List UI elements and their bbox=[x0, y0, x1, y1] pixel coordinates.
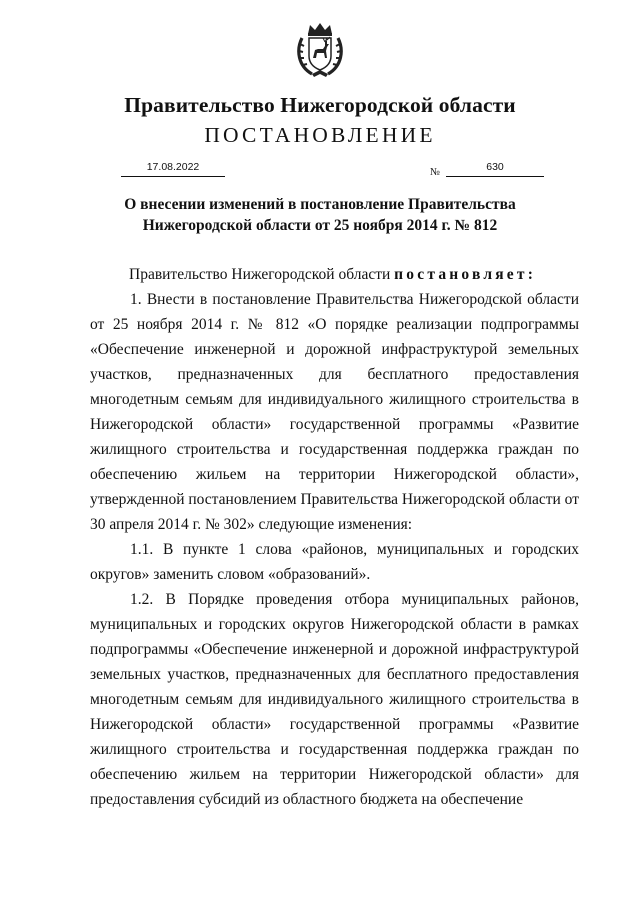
subject-line: О внесении изменений в постановление Правительства bbox=[124, 196, 516, 213]
number-sign: № bbox=[430, 167, 441, 178]
organization-title: Правительство Нижегородской области bbox=[124, 93, 516, 117]
preamble-paragraph bbox=[90, 262, 579, 287]
document-subject bbox=[0, 194, 640, 236]
coat-of-arms-emblem bbox=[296, 20, 344, 78]
document-type: ПОСТАНОВЛЕНИЕ bbox=[204, 123, 436, 147]
preamble-verb: постановляет: bbox=[394, 266, 537, 283]
document-body bbox=[90, 262, 579, 812]
document-date: 17.08.2022 bbox=[146, 161, 200, 173]
paragraph-item-1-2: 1.2. В Порядке проведения отбора муниципальных районов, муниципальных и городских округов Нижегородской области в рамках подпрограммы «Обеспечение инженерной и дорожной инфраструктурой земельных участков, предназначенных для бесплатного предоставления многодетным семьям для индивидуального жилищного строительства в Нижегородской области» государственной программы «Развитие жилищного строительства и государственная поддержка граждан по обеспечению жильем на территории Нижегородской области» для предоставления субсидий из областного бюджета на обеспечение bbox=[90, 591, 579, 808]
paragraph-item-1: 1. Внести в постановление Правительства Нижегородской области от 25 ноября 2014 г. № 812 «О порядке реализации подпрограммы «Обеспечение инженерной и дорожной инфраструктурой земельных участков, предназначенных для бесплатного предоставления многодетным семьям для индивидуального жилищного строительства в Нижегородской области» государственной программы «Развитие жилищного строительства и государственная поддержка граждан по обеспечению жильем на территории Нижегородской области», утвержденной постановлением Правительства Нижегородской области от 30 апреля 2014 г. № 302» следующие изменения: bbox=[90, 291, 579, 533]
document-number: 630 bbox=[486, 161, 504, 173]
preamble-text: Правительство Нижегородской области bbox=[129, 266, 395, 283]
subject-line: Нижегородской области от 25 ноября 2014 г. № 812 bbox=[142, 217, 498, 234]
number-underline bbox=[446, 176, 544, 177]
date-underline bbox=[121, 176, 225, 177]
paragraph-item-1-1: 1.1. В пункте 1 слова «районов, муниципальных и городских округов» заменить словом «образований». bbox=[90, 541, 579, 583]
